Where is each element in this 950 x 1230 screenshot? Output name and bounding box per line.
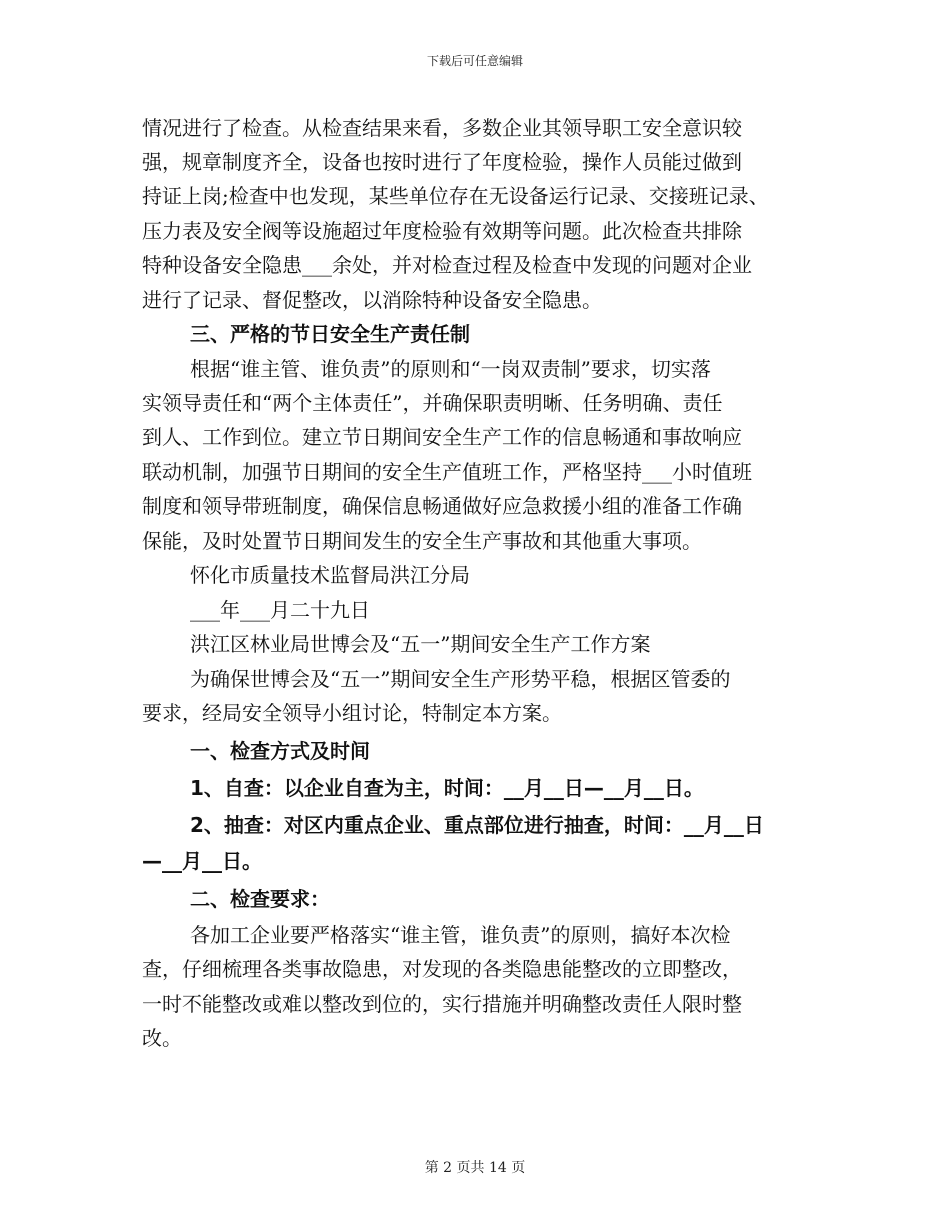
list-item: 1、自查：以企业自查为主，时间：__月__日—__月__日。 bbox=[190, 776, 704, 800]
paragraph-line: 持证上岗;检查中也发现，某些单位存在无设备运行记录、交接班记录、 bbox=[142, 184, 769, 208]
signature-org: 怀化市质量技术监督局洪江分局 bbox=[190, 563, 470, 587]
list-item: 2、抽查：对区内重点企业、重点部位进行抽查，时间：__月__日 bbox=[190, 813, 764, 837]
paragraph-line: 实领导责任和“两个主体责任”，并确保职责明晰、任务明确、责任 bbox=[142, 391, 723, 415]
section-heading: 三、严格的节日安全生产责任制 bbox=[190, 322, 470, 346]
paragraph-line: 情况进行了检查。从检查结果来看，多数企业其领导职工安全意识较 bbox=[142, 116, 742, 140]
signature-date: ___年___月二十九日 bbox=[190, 598, 370, 622]
section-heading: 二、检查要求： bbox=[190, 887, 330, 911]
paragraph-line: 压力表及安全阀等设施超过年度检验有效期等问题。此次检查共排除 bbox=[142, 219, 742, 243]
paragraph-line: 特种设备安全隐患___余处，并对检查过程及检查中发现的问题对企业 bbox=[142, 253, 752, 277]
list-item-continued: —__月__日。 bbox=[142, 849, 262, 873]
paragraph-line: 要求，经局安全领导小组讨论，特制定本方案。 bbox=[142, 701, 562, 725]
paragraph-line: 查，仔细梳理各类事故隐患，对发现的各类隐患能整改的立即整改， bbox=[142, 957, 742, 981]
paragraph-line: 制度和领导带班制度，确保信息畅通做好应急救援小组的准备工作确 bbox=[142, 494, 742, 518]
paragraph-line: 为确保世博会及“五一”期间安全生产形势平稳，根据区管委的 bbox=[190, 667, 731, 691]
paragraph-line: 强，规章制度齐全，设备也按时进行了年度检验，操作人员能过做到 bbox=[142, 150, 742, 174]
document-title: 洪江区林业局世博会及“五一”期间安全生产工作方案 bbox=[190, 632, 651, 656]
paragraph-line: 一时不能整改或难以整改到位的，实行措施并明确整改责任人限时整 bbox=[142, 992, 742, 1016]
page-footer: 第 2 页共 14 页 bbox=[424, 1160, 526, 1176]
page-header: 下载后可任意编辑 bbox=[426, 54, 523, 68]
paragraph-line: 进行了记录、督促整改，以消除特种设备安全隐患。 bbox=[142, 288, 602, 312]
paragraph-line: 保能，及时处置节日期间发生的安全生产事故和其他重大事项。 bbox=[142, 529, 702, 553]
section-heading: 一、检查方式及时间 bbox=[190, 739, 370, 763]
paragraph-line: 到人、工作到位。建立节日期间安全生产工作的信息畅通和事故响应 bbox=[142, 425, 742, 449]
paragraph-line: 根据“谁主管、谁负责”的原则和“一岗双责制”要求，切实落 bbox=[190, 357, 711, 381]
paragraph-line: 改。 bbox=[142, 1026, 182, 1050]
paragraph-line: 各加工企业要严格落实“谁主管，谁负责”的原则，搞好本次检 bbox=[190, 923, 731, 947]
paragraph-line: 联动机制，加强节日期间的安全生产值班工作，严格坚持___小时值班 bbox=[142, 460, 752, 484]
